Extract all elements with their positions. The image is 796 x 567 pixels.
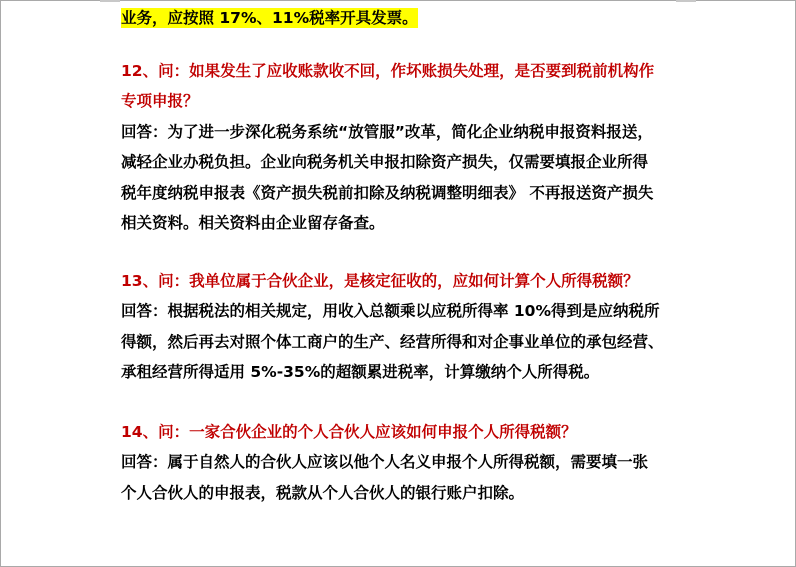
answer-14-line-2: 个人合伙人的申报表，税款从个人合伙人的银行账户扣除。	[121, 483, 525, 502]
question-12-line-2: 专项申报？	[121, 92, 199, 110]
top-left-rule	[100, 0, 120, 2]
answer-12-line-2: 减轻企业办税负担。企业向税务机关申报扣除资产损失，仅需要填报企业所得	[121, 153, 649, 171]
spacer	[121, 388, 681, 417]
question-14-line-1: 14、问：一家合伙企业的个人合伙人应该如何申报个人所得税额？	[121, 422, 577, 441]
highlighted-text: 业务，应按照 17%、11%税率开具发票。	[121, 9, 418, 27]
answer-12-line-4: 相关资料。相关资料由企业留存备查。	[121, 214, 385, 232]
answer-12-line-3: 税年度纳税申报表《资产损失税前扣除及纳税调整明细表》 不再报送资产损失	[121, 183, 654, 202]
question-13-line-1: 13、问：我单位属于合伙企业，是核定征收的，应如何计算个人所得税额？	[121, 271, 639, 290]
intro-line	[121, 3, 681, 34]
answer-12-line-1: 回答：为了进一步深化税务系统“放管服”改革，简化企业纳税申报资料报送，	[121, 122, 653, 141]
answer-13-line-2: 得额，然后再去对照个体工商户的生产、经营所得和对企事业单位的承包经营、	[121, 332, 664, 351]
answer-14-line-1: 回答：属于自然人的合伙人应该以他个人名义申报个人所得税额，需要填一张	[121, 453, 649, 471]
document-body	[121, 0, 681, 508]
question-12-line-1: 12、问：如果发生了应收账款收不回，作坏账损失处理，是否要到税前机构作	[121, 61, 655, 80]
spacer	[121, 239, 681, 266]
answer-13-line-1: 回答：根据税法的相关规定，用收入总额乘以应税所得率 10%得到是应纳税所	[121, 302, 660, 320]
answer-13-line-3: 承租经营所得适用 5%-35%的超额累进税率，计算缴纳个人所得税。	[121, 363, 600, 381]
spacer	[121, 34, 681, 56]
